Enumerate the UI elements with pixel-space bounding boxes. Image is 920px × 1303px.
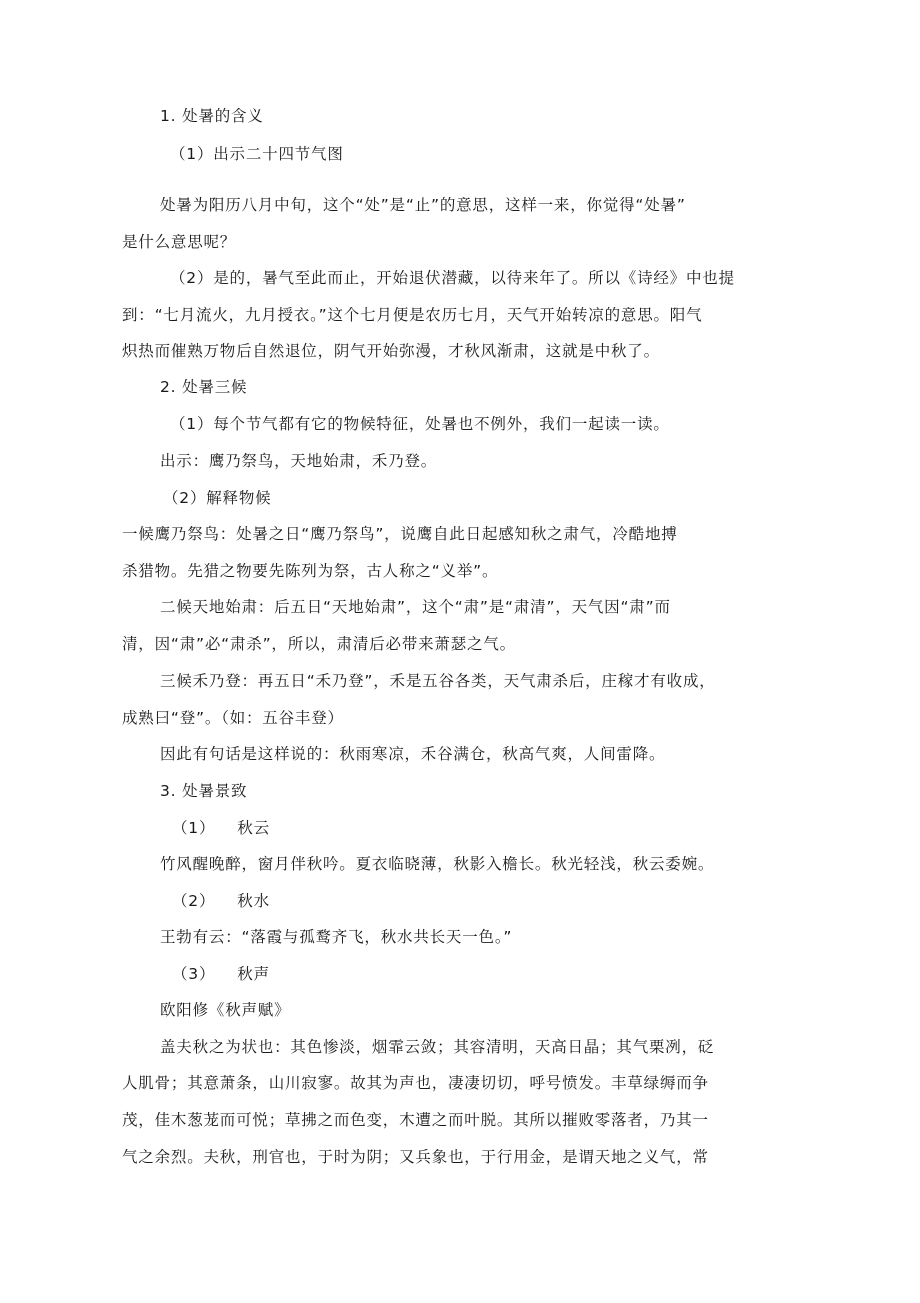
section-1-heading: 1. 处暑的含义	[160, 107, 264, 125]
section-3-item-1-label: 秋云	[237, 819, 270, 837]
section-1-paragraph-1-line-2: 是什么意思呢？	[122, 233, 237, 251]
section-2-saying: 因此有句话是这样说的：秋雨寒凉，禾谷满仓，秋高气爽，人间雷降。	[160, 745, 666, 763]
section-2-item-1: （1）每个节气都有它的物候特征，处暑也不例外，我们一起读一读。	[170, 415, 670, 433]
section-3-item-2-label: 秋水	[237, 892, 270, 910]
section-3-item-3-label: 秋声	[237, 965, 270, 983]
section-1-paragraph-1-line-1: 处暑为阳历八月中旬，这个“处”是“止”的意思，这样一来，你觉得“处暑”	[160, 196, 686, 214]
section-3-item-2-text: 王勃有云：“落霞与孤鹜齐飞，秋水共长天一色。”	[160, 928, 513, 946]
section-3-fu-line-3: 茂，佳木葱茏而可悦；草拂之而色变，木遭之而叶脱。其所以摧败零落者，乃其一	[122, 1111, 709, 1129]
section-2-hou-2-line-1: 二候天地始肃：后五日“天地始肃”，这个“肃”是“肃清”，天气因“肃”而	[160, 598, 671, 616]
section-1-item-2-line-3: 炽热而催熟万物后自然退位，阴气开始弥漫，才秋风渐肃，这就是中秋了。	[122, 342, 660, 360]
section-2-heading: 2. 处暑三候	[160, 378, 248, 396]
section-3-fu-line-4: 气之余烈。夫秋，刑官也，于时为阴；又兵象也，于行用金，是谓天地之义气，常	[122, 1148, 709, 1166]
section-2-hou-3-line-1: 三候禾乃登：再五日“禾乃登”，禾是五谷各类，天气肃杀后，庄稼才有收成，	[160, 672, 716, 690]
section-1-item-1: （1）出示二十四节气图	[170, 145, 344, 163]
section-3-item-2-number: （2）	[172, 892, 216, 910]
section-3-item-1	[172, 818, 270, 838]
section-1-item-2-line-2: 到：“七月流火，九月授衣。”这个七月便是农历七月，天气开始转凉的意思。阳气	[122, 306, 703, 324]
section-1-item-2-line-1: （2）是的，暑气至此而止，开始退伏潜藏，以待来年了。所以《诗经》中也提	[170, 269, 735, 287]
section-3-item-3-number: （3）	[172, 965, 216, 983]
section-3-item-3-title: 欧阳修《秋声赋》	[160, 1001, 291, 1019]
section-2-hou-1-line-1: 一候鹰乃祭鸟：处暑之日“鹰乃祭鸟”，说鹰自此日起感知秋之肃气，冷酷地搏	[122, 525, 678, 543]
section-2-hou-1-line-2: 杀猎物。先猎之物要先陈列为祭，古人称之“义举”。	[122, 562, 499, 580]
section-2-hou-2-line-2: 清，因“肃”必“肃杀”，所以，肃清后必带来萧瑟之气。	[122, 635, 516, 653]
section-3-item-2	[172, 891, 270, 911]
section-2-hou-3-line-2: 成熟曰“登”。（如：五谷丰登）	[122, 709, 344, 727]
section-3-heading: 3. 处暑景致	[160, 782, 248, 800]
section-2-item-2: （2）解释物候	[163, 489, 272, 507]
section-3-item-3	[172, 964, 270, 984]
section-2-show: 出示：鹰乃祭鸟，天地始肃，禾乃登。	[160, 452, 438, 470]
section-3-fu-line-2: 人肌骨；其意萧条，山川寂寥。故其为声也，凄凄切切，呼号愤发。丰草绿缛而争	[122, 1074, 709, 1092]
section-3-item-1-number: （1）	[172, 819, 216, 837]
section-3-fu-line-1: 盖夫秋之为状也：其色惨淡，烟霏云敛；其容清明，天高日晶；其气栗冽，砭	[160, 1038, 715, 1056]
section-3-item-1-text: 竹风醒晚醉，窗月伴秋吟。夏衣临晓薄，秋影入檐长。秋光轻浅，秋云委婉。	[160, 855, 715, 873]
